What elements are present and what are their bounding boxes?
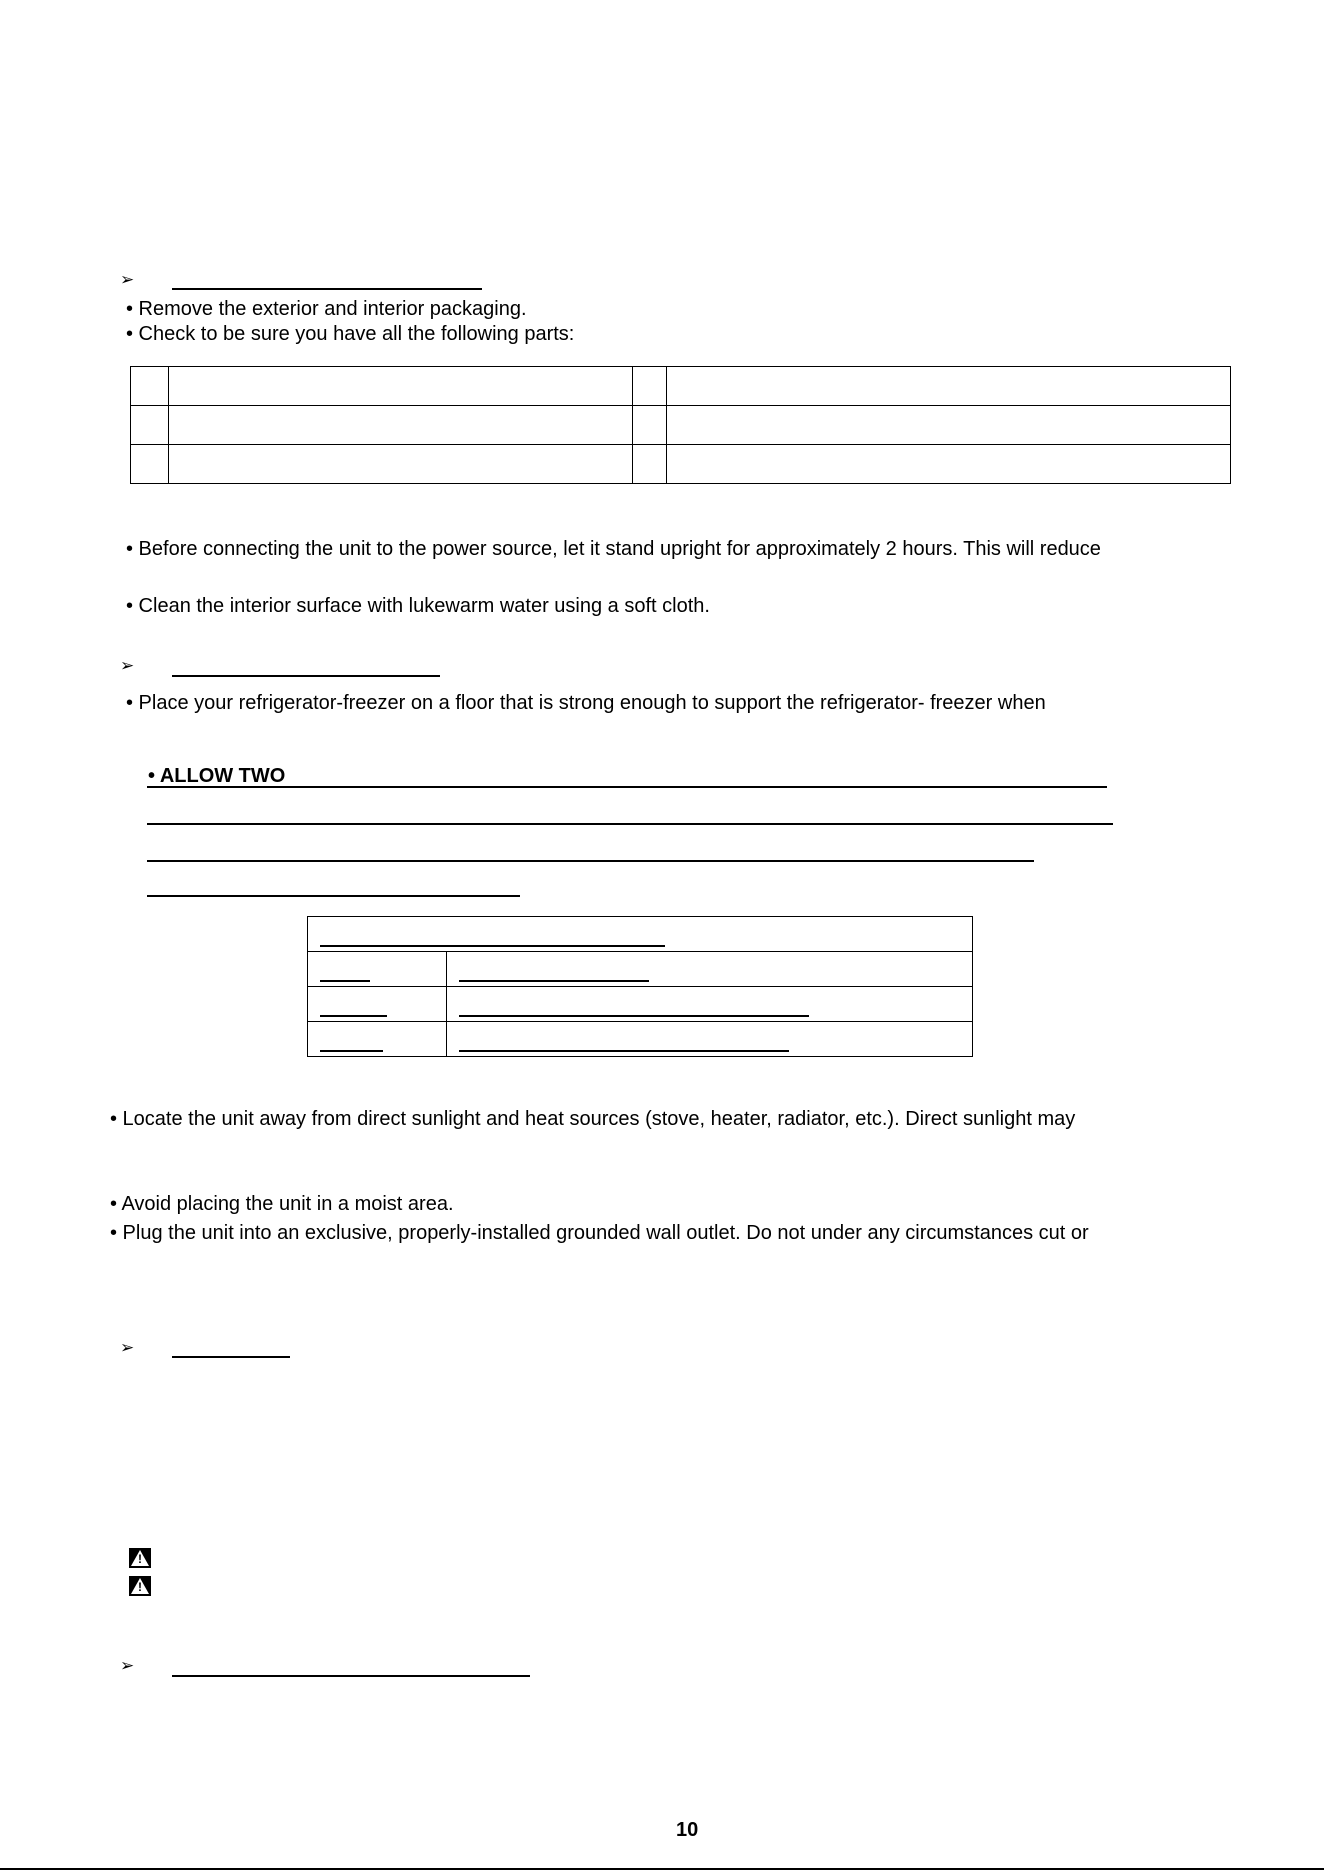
table-cell xyxy=(667,445,1231,484)
table-row xyxy=(308,917,973,952)
table-cell xyxy=(633,367,667,406)
section-heading-underline xyxy=(172,1356,290,1358)
table-cell xyxy=(308,987,447,1022)
table-cell xyxy=(633,445,667,484)
table-cell xyxy=(447,952,973,987)
table-cell xyxy=(131,406,169,445)
bullet-check-parts: • Check to be sure you have all the following parts: xyxy=(126,323,575,345)
bullet-grounded-outlet: • Plug the unit into an exclusive, properly-installed grounded wall outlet. Do not under any circumstances cut or xyxy=(110,1222,1089,1244)
table-header-cell xyxy=(308,917,973,952)
arrowhead-bullet-icon: ➢ xyxy=(120,656,135,675)
table-cell xyxy=(667,367,1231,406)
underline xyxy=(147,786,1107,788)
section-heading-underline xyxy=(172,675,440,677)
underline xyxy=(320,1015,387,1017)
table-row xyxy=(308,987,973,1022)
table-cell xyxy=(633,406,667,445)
parts-table xyxy=(130,366,1231,484)
underline xyxy=(459,980,649,982)
table-cell xyxy=(447,1022,973,1057)
underline xyxy=(147,823,1113,825)
table-row xyxy=(308,1022,973,1057)
table-row xyxy=(308,952,973,987)
underline xyxy=(320,980,370,982)
table-cell xyxy=(169,445,633,484)
underline xyxy=(320,1050,383,1052)
allow-two-clearance: • ALLOW TWO xyxy=(148,765,286,787)
bullet-floor-support: • Place your refrigerator-freezer on a floor that is strong enough to support the refrigerator- freezer when xyxy=(126,692,1046,714)
underline xyxy=(320,945,665,947)
page-number: 10 xyxy=(676,1819,699,1841)
warning-triangle-icon: ! xyxy=(129,1548,151,1568)
bullet-clean-interior: • Clean the interior surface with lukewarm water using a soft cloth. xyxy=(126,595,710,617)
underline xyxy=(147,895,520,897)
warning-triangle-icon: ! xyxy=(129,1576,151,1596)
section-heading-underline xyxy=(172,1675,530,1677)
table-cell xyxy=(169,367,633,406)
arrowhead-bullet-icon: ➢ xyxy=(120,1338,135,1357)
table-row xyxy=(131,406,1231,445)
table-cell xyxy=(131,445,169,484)
table-cell xyxy=(667,406,1231,445)
table-cell xyxy=(169,406,633,445)
underline xyxy=(147,860,1034,862)
bullet-remove-packaging: • Remove the exterior and interior packaging. xyxy=(126,298,527,320)
underline xyxy=(459,1015,809,1017)
arrowhead-bullet-icon: ➢ xyxy=(120,1656,135,1675)
bullet-moist-area: • Avoid placing the unit in a moist area. xyxy=(110,1193,454,1215)
underline xyxy=(459,1050,789,1052)
table-row xyxy=(131,445,1231,484)
clearance-table xyxy=(307,916,973,1057)
section-heading-underline xyxy=(172,288,482,290)
table-cell xyxy=(308,1022,447,1057)
arrowhead-bullet-icon: ➢ xyxy=(120,270,135,289)
bullet-sunlight: • Locate the unit away from direct sunlight and heat sources (stove, heater, radiator, etc.). Direct sunlight may xyxy=(110,1108,1076,1130)
bullet-stand-upright: • Before connecting the unit to the power source, let it stand upright for approximately 2 hours. This will reduce xyxy=(126,538,1101,560)
table-row xyxy=(131,367,1231,406)
table-cell xyxy=(308,952,447,987)
table-cell xyxy=(131,367,169,406)
table-cell xyxy=(447,987,973,1022)
footer-rule xyxy=(0,1868,1324,1870)
